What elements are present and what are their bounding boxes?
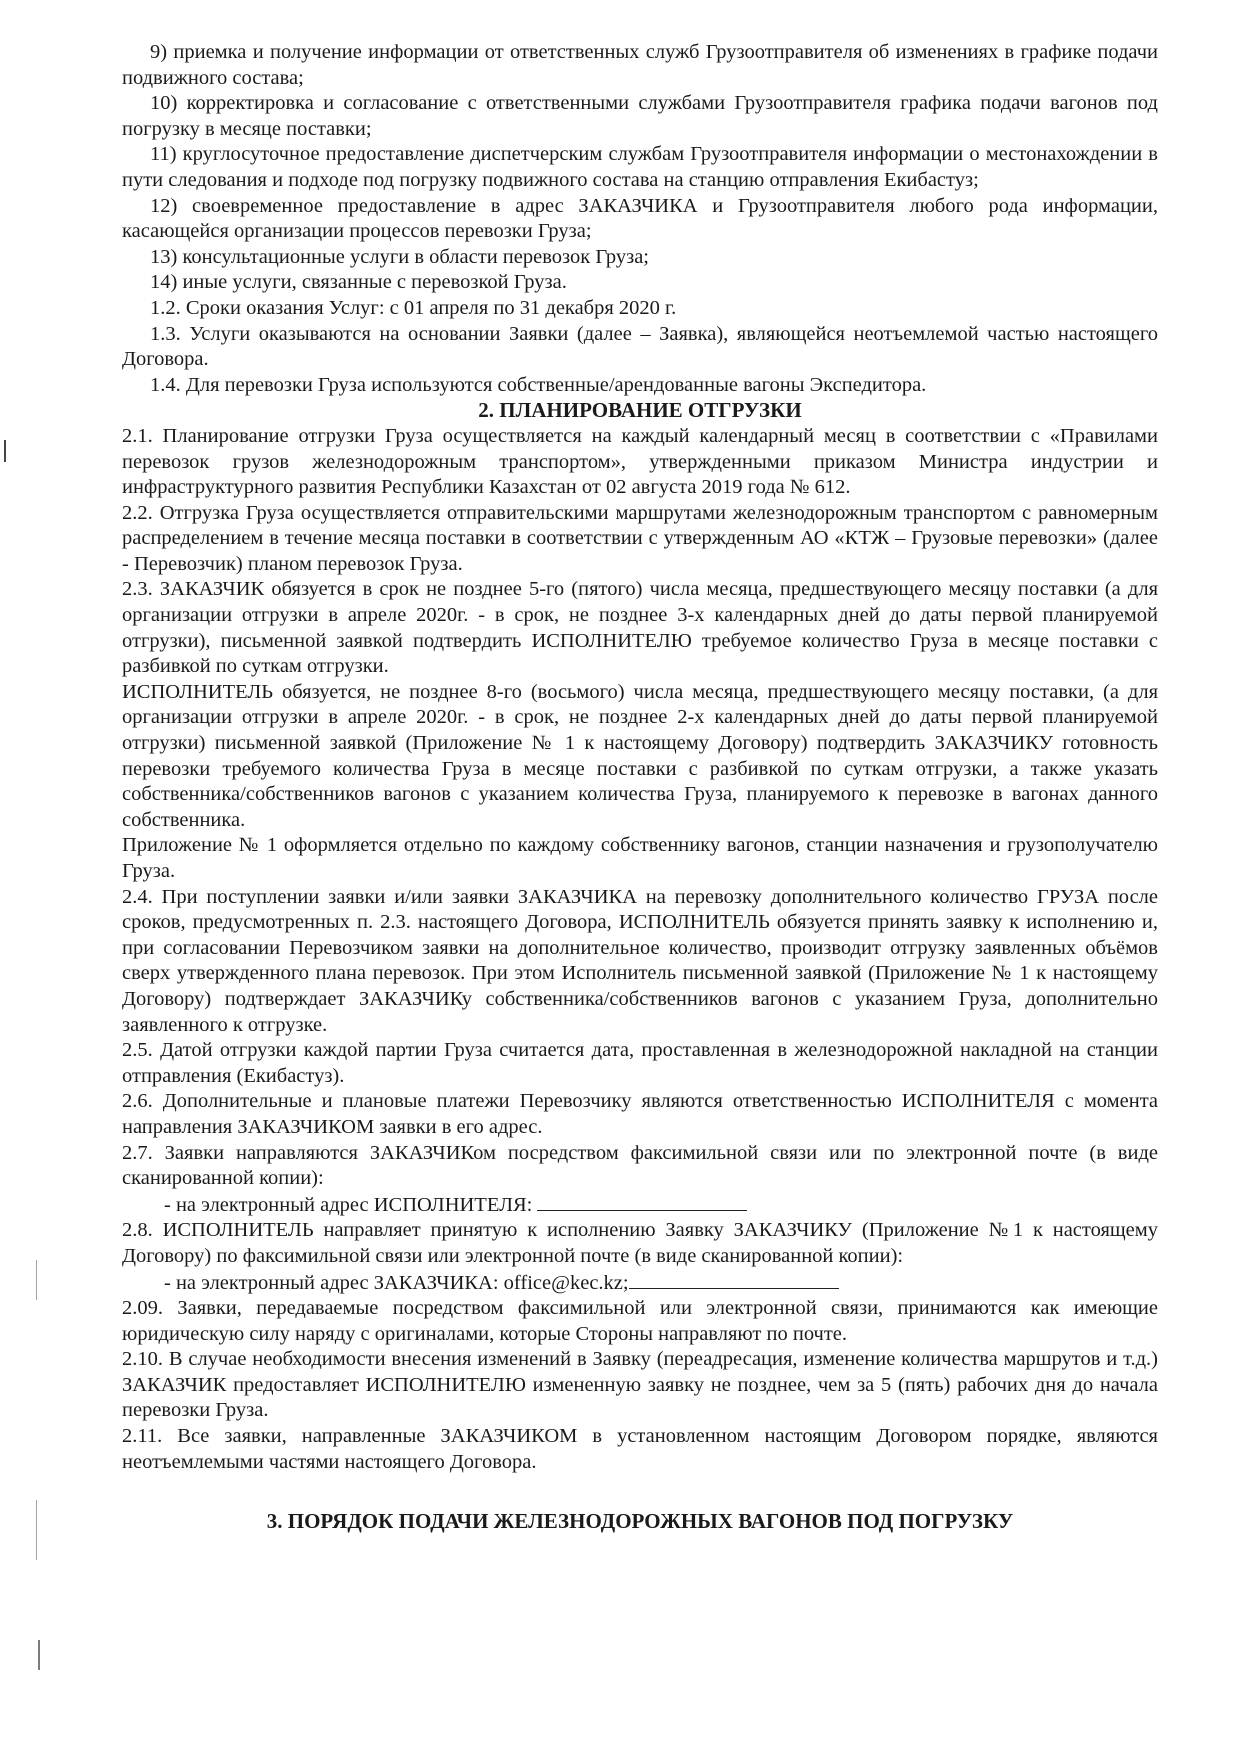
contractor-email-label: - на электронный адрес ИСПОЛНИТЕЛЯ:	[164, 1193, 538, 1216]
contractor-email-line	[122, 1192, 1158, 1219]
clause-2-10: 2.10. В случае необходимости внесения изменений в Заявку (переадресация, изменение количества маршрутов и т.д.) ЗАКАЗЧИК предоставляет ИСПОЛНИТЕЛЮ измененную заявку не позднее, чем за 5 (пять) рабочих дня до начала перевозки Груза.	[122, 1348, 1158, 1422]
customer-email-label: - на электронный адрес ЗАКАЗЧИКА: office@kec.kz;	[164, 1271, 629, 1294]
clause-2-2: 2.2. Отгрузка Груза осуществляется отправительскими маршрутами железнодорожным транспортом с равномерным распределением в течение месяца поставки в соответствии с утвержденным АО «КТЖ – Грузовые перевозки» (далее - Перевозчик) планом перевозок Груза.	[122, 501, 1158, 575]
clause-1-3: 1.3. Услуги оказываются на основании Заявки (далее – Заявка), являющейся неотъемлемой частью настоящего Договора.	[122, 322, 1158, 371]
clause-2-6: 2.6. Дополнительные и плановые платежи Перевозчику являются ответственностью ИСПОЛНИТЕЛЯ с момента направления ЗАКАЗЧИКОМ заявки в его адрес.	[122, 1090, 1158, 1138]
clause-2-5: 2.5. Датой отгрузки каждой партии Груза считается дата, проставленная в железнодорожной накладной на станции отправления (Екибастуз).	[122, 1039, 1158, 1087]
item-10: 10) корректировка и согласование с ответственными службами Грузоотправителя графика подачи вагонов под погрузку в месяце поставки;	[122, 92, 1158, 140]
section-3-heading: 3. ПОРЯДОК ПОДАЧИ ЖЕЛЕЗНОДОРОЖНЫХ ВАГОНОВ ПОД ПОГРУЗКУ	[266, 1509, 1014, 1534]
clause-2-1: 2.1. Планирование отгрузки Груза осуществляется на каждый календарный месяц в соответствии с «Правилами перевозок грузов железнодорожным транспортом», утвержденными приказом Министра индустрии и инфраструктурного развития Республики Казахстан от 02 августа 2019 года № 612.	[122, 424, 1158, 499]
item-12: 12) своевременное предоставление в адрес ЗАКАЗЧИКА и Грузоотправителя любого рода информации, касающейся организации процессов перевозки Груза;	[122, 194, 1158, 243]
clause-2-3-contractor: ИСПОЛНИТЕЛЬ обязуется, не позднее 8-го (восьмого) числа месяца, предшествующего месяцу поставки, (а для организации отгрузки в апреле 2020г. - в срок, не позднее 2-х календарных дней до даты первой планируемой отгрузки) письменной заявкой (Приложение № 1 к настоящему Договору) подтвердить ЗАКАЗЧИКУ готовность перевозки требуемого количества Груза в месяце поставки с разбивкой по суткам отгрузки, а также указать собственника/собственников вагонов с указанием количества Груза, планируемого к перевозке в вагонах данного собственника.	[122, 680, 1158, 831]
section-2-heading: 2. ПЛАНИРОВАНИЕ ОТГРУЗКИ	[478, 398, 802, 423]
item-13: 13) консультационные услуги в области перевозок Груза;	[150, 245, 649, 268]
scan-artifact	[36, 1500, 37, 1560]
scan-artifact	[4, 440, 6, 462]
clause-1-2: 1.2. Сроки оказания Услуг: с 01 апреля по 31 декабря 2020 г.	[150, 296, 677, 319]
customer-email-blank	[629, 1270, 839, 1289]
item-14: 14) иные услуги, связанные с перевозкой Груза.	[150, 271, 567, 294]
item-11: 11) круглосуточное предоставление диспетчерским службам Грузоотправителя информации о местонахождении в пути следования и подходе под погрузку подвижного состава на станцию отправления Екибастуз;	[122, 143, 1158, 191]
customer-email-line	[122, 1270, 1158, 1297]
scan-artifact	[38, 1640, 40, 1670]
clause-2-4: 2.4. При поступлении заявки и/или заявки ЗАКАЗЧИКА на перевозку дополнительного количество ГРУЗА после сроков, предусмотренных п. 2.3. настоящего Договора, ИСПОЛНИТЕЛЬ обязуется принять заявку к исполнению и, при согласовании Перевозчиком заявки на дополнительное количество, производит отгрузку заявленных объёмов сверх утвержденного плана перевозок. При этом Исполнитель письменной заявкой (Приложение № 1 к настоящему Договору) подтверждает ЗАКАЗЧИКу собственника/собственников вагонов с указанием Груза, дополнительно заявленного к отгрузке.	[122, 885, 1158, 1036]
clause-2-8: 2.8. ИСПОЛНИТЕЛЬ направляет принятую к исполнению Заявку ЗАКАЗЧИКУ (Приложение №1 к настоящему Договору) по факсимильной связи или электронной почте (в виде сканированной копии):	[122, 1219, 1158, 1267]
clause-1-4: 1.4. Для перевозки Груза используются собственные/арендованные вагоны Экспедитора.	[150, 373, 927, 396]
scan-artifact	[36, 1260, 37, 1300]
clause-2-7: 2.7. Заявки направляются ЗАКАЗЧИКом посредством факсимильной связи или по электронной почте (в виде сканированной копии):	[122, 1141, 1158, 1190]
item-9: 9) приемка и получение информации от ответственных служб Грузоотправителя об изменениях в графике подачи подвижного состава;	[122, 41, 1158, 89]
document-page	[122, 40, 1158, 1730]
clause-2-3-appendix: Приложение № 1 оформляется отдельно по каждому собственнику вагонов, станции назначения и грузополучателю Груза.	[122, 834, 1158, 882]
clause-2-11: 2.11. Все заявки, направленные ЗАКАЗЧИКОМ в установленном настоящим Договором порядке, являются неотъемлемыми частями настоящего Договора.	[122, 1425, 1158, 1473]
clause-2-09: 2.09. Заявки, передаваемые посредством факсимильной или электронной связи, принимаются как имеющие юридическую силу наряду с оригиналами, которые Стороны направляют по почте.	[122, 1297, 1158, 1345]
contractor-email-blank	[537, 1192, 747, 1211]
clause-2-3: 2.3. ЗАКАЗЧИК обязуется в срок не позднее 5-го (пятого) числа месяца, предшествующего месяцу поставки (а для организации отгрузки в апреле 2020г. - в срок, не позднее 3-х календарных дней до даты первой планируемой отгрузки), письменной заявкой подтвердить ИСПОЛНИТЕЛЮ требуемое количество Груза в месяце поставки с разбивкой по суткам отгрузки.	[122, 578, 1158, 678]
